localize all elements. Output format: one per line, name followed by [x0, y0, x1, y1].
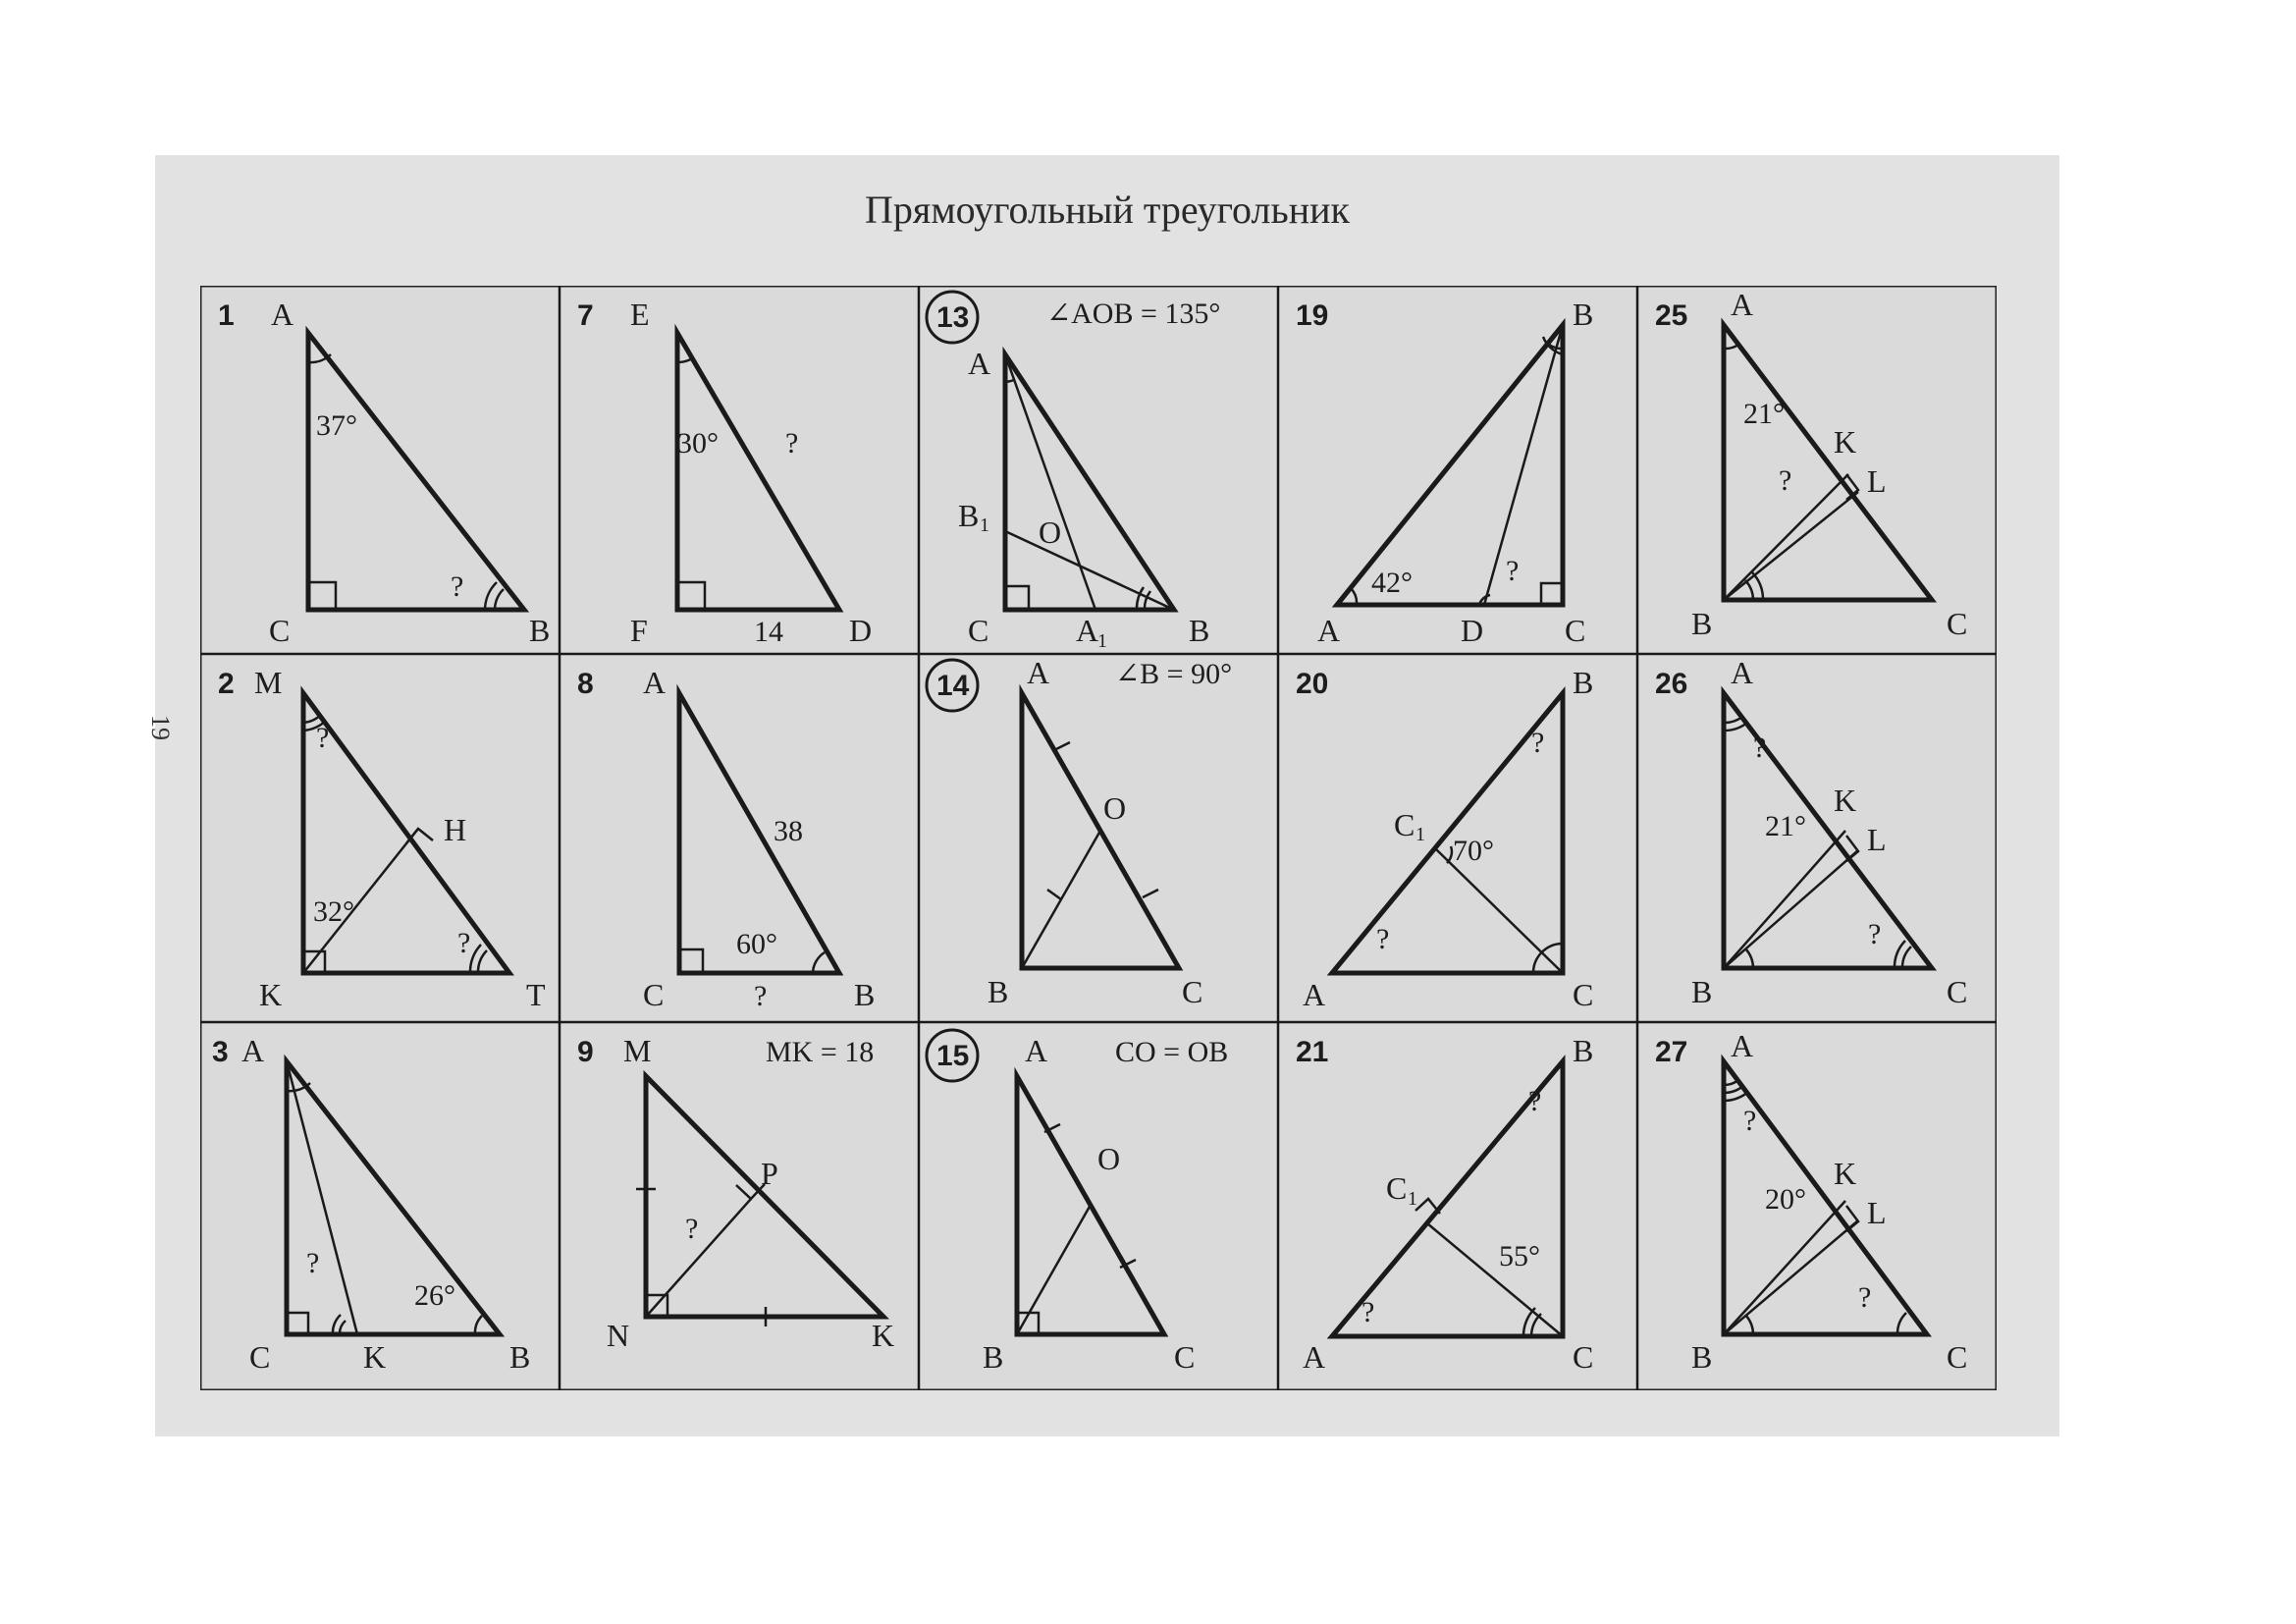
vertex-label-b: B [529, 613, 551, 648]
vertex-label-m: M [254, 665, 283, 700]
vertex-label-b: B [1189, 613, 1210, 648]
vertex-label-a: A [1025, 1033, 1048, 1068]
unknown-marker: ? [316, 722, 330, 754]
vertex-label-c: C [1182, 974, 1203, 1009]
subscript: 1 [1097, 630, 1107, 652]
side-length: 38 [774, 815, 803, 847]
unknown-marker: ? [1528, 1085, 1542, 1117]
vertex-label-b: B [509, 1339, 531, 1375]
vertex-label-c: C [1174, 1339, 1196, 1375]
problem-condition: ∠B = 90° [1115, 658, 1233, 690]
vertex-label-d: D [849, 613, 873, 648]
vertex-label-a: A [1731, 1028, 1754, 1063]
vertex-label-b: B [1691, 606, 1713, 641]
unknown-marker: ? [1868, 918, 1882, 950]
point-label-a1: A [1076, 613, 1099, 648]
grid-frame [200, 286, 1997, 1390]
angle-value: 21° [1765, 810, 1806, 842]
problems-grid [200, 286, 1997, 1390]
side-length: 14 [754, 616, 783, 648]
problem-number: 20 [1296, 668, 1329, 700]
vertex-label-b: B [1573, 297, 1594, 332]
angle-value: 70° [1453, 835, 1494, 867]
point-label-o: O [1039, 514, 1062, 550]
vertex-label-c: C [643, 977, 665, 1012]
vertex-label-b: B [1573, 665, 1594, 700]
vertex-label-b: B [854, 977, 876, 1012]
vertex-label-a: A [1317, 613, 1341, 648]
unknown-marker: ? [685, 1213, 699, 1245]
point-label-l: L [1867, 463, 1887, 499]
unknown-marker: ? [1376, 923, 1390, 955]
point-label-o: O [1097, 1141, 1121, 1176]
angle-value: 42° [1371, 567, 1413, 599]
vertex-label-a: A [1027, 655, 1050, 690]
unknown-marker: ? [1779, 464, 1792, 497]
angle-value: 55° [1499, 1240, 1540, 1272]
angle-value: 20° [1765, 1183, 1806, 1216]
vertex-label-a: A [1303, 1339, 1326, 1375]
unknown-marker: ? [457, 927, 471, 959]
vertex-label-c: C [1947, 606, 1968, 641]
unknown-marker: ? [1506, 555, 1520, 587]
vertex-label-k: K [259, 977, 283, 1012]
point-label-l: L [1867, 1195, 1887, 1230]
angle-value: 32° [313, 895, 354, 928]
point-label-k: K [1834, 783, 1857, 818]
vertex-label-k: K [872, 1318, 895, 1353]
vertex-label-c: C [1947, 1339, 1968, 1375]
vertex-label-c: C [1573, 977, 1594, 1012]
page-number-text: 19 [146, 715, 175, 740]
vertex-label-c: C [249, 1339, 271, 1375]
problem-number: 21 [1296, 1036, 1329, 1068]
point-label-c1: C [1394, 807, 1415, 842]
angle-value: 60° [736, 928, 777, 960]
vertex-label-c: C [968, 613, 989, 648]
vertex-label-c: C [269, 613, 291, 648]
angle-value: 37° [316, 409, 357, 442]
vertex-label-b: B [1573, 1033, 1594, 1068]
problem-number: 27 [1655, 1036, 1688, 1068]
point-label-k: K [363, 1339, 387, 1375]
subscript: 1 [980, 514, 989, 536]
vertex-label-b: B [983, 1339, 1004, 1375]
point-label-k: K [1834, 1156, 1857, 1191]
unknown-marker: ? [306, 1247, 320, 1279]
point-label-p: P [761, 1156, 778, 1191]
vertex-label-b: B [988, 974, 1009, 1009]
vertex-label-t: T [526, 977, 546, 1012]
vertex-label-a: A [643, 665, 667, 700]
subscript: 1 [1408, 1188, 1417, 1210]
problem-number: 13 [936, 301, 970, 334]
vertex-label-e: E [630, 297, 650, 332]
vertex-label-c: C [1947, 974, 1968, 1009]
vertex-label-b: B [1691, 974, 1713, 1009]
problem-condition: ∠AOB = 135° [1046, 298, 1221, 330]
vertex-label-n: N [607, 1318, 630, 1353]
unknown-marker: ? [1362, 1296, 1375, 1328]
vertex-label-a: A [271, 297, 294, 332]
vertex-label-f: F [630, 613, 648, 648]
problem-number: 19 [1296, 299, 1329, 332]
page-title: Прямоугольный треугольник [865, 188, 1350, 232]
unknown-marker: ? [1858, 1281, 1872, 1314]
point-label-b1: B [958, 498, 980, 533]
problem-number: 26 [1655, 668, 1688, 700]
problem-number: 15 [936, 1040, 970, 1072]
vertex-label-a: A [1303, 977, 1326, 1012]
vertex-label-b: B [1691, 1339, 1713, 1375]
unknown-marker: ? [1743, 1105, 1757, 1137]
subscript: 1 [1415, 824, 1425, 845]
problem-number: 2 [218, 668, 235, 700]
vertex-label-a: A [241, 1033, 265, 1068]
unknown-marker: ? [785, 427, 799, 460]
vertex-label-m: M [623, 1033, 652, 1068]
point-label-k: K [1834, 424, 1857, 460]
unknown-marker: ? [451, 570, 464, 603]
problem-number: 8 [577, 668, 594, 700]
vertex-label-a: A [1731, 287, 1754, 322]
angle-value: 26° [414, 1279, 455, 1312]
vertex-label-a: A [1731, 655, 1754, 690]
point-label-h: H [444, 812, 467, 847]
unknown-marker: ? [1531, 727, 1545, 759]
problem-number: 7 [577, 299, 594, 332]
point-label-c1: C [1386, 1170, 1408, 1206]
unknown-marker: ? [754, 980, 768, 1012]
vertex-label-c: C [1565, 613, 1586, 648]
vertex-label-c: C [1573, 1339, 1594, 1375]
problem-number: 3 [212, 1036, 229, 1068]
unknown-marker: ? [1753, 731, 1767, 764]
problem-condition: CO = OB [1115, 1036, 1229, 1068]
point-label-l: L [1867, 822, 1887, 857]
angle-value: 30° [677, 427, 719, 460]
angle-value: 21° [1743, 398, 1785, 430]
problem-number: 9 [577, 1036, 594, 1068]
problem-number: 14 [936, 670, 970, 702]
problem-condition: MK = 18 [766, 1036, 875, 1068]
vertex-label-a: A [968, 346, 991, 381]
problem-number: 1 [218, 299, 235, 332]
point-label-d: D [1461, 613, 1484, 648]
problem-number: 25 [1655, 299, 1688, 332]
point-label-o: O [1103, 790, 1127, 826]
